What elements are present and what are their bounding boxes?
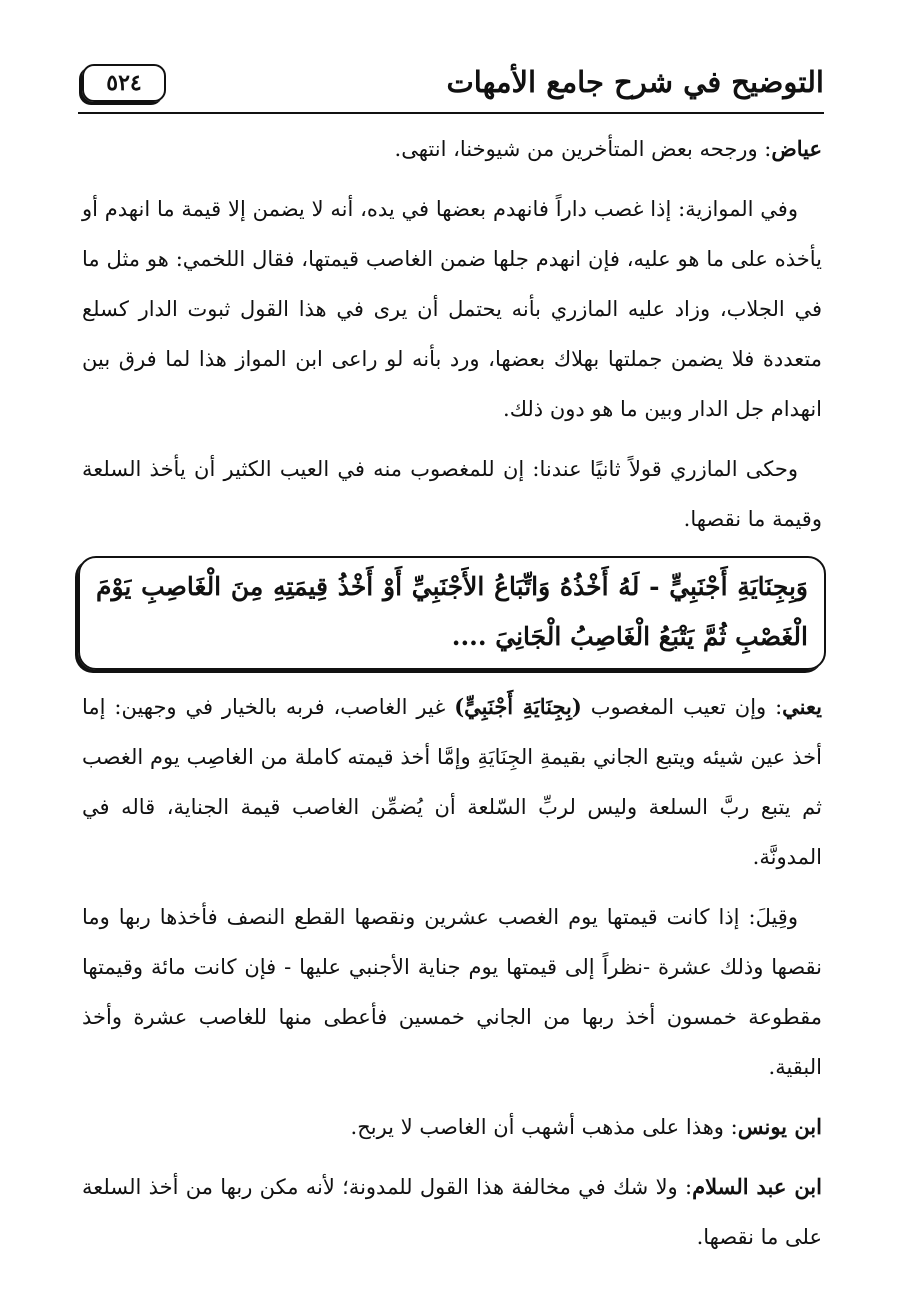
page-body: [82, 124, 822, 1272]
page-number-badge: [82, 64, 166, 102]
quoted-matn: (بِجِنَايَةِ أَجْنَبِيٍّ): [454, 694, 582, 719]
book-title: التوضيح في شرح جامع الأمهات: [446, 65, 824, 99]
speaker-label: ابن عبد السلام: [692, 1174, 822, 1199]
commentary-paragraph-4: [82, 1162, 822, 1262]
paragraph-text: : ورجحه بعض المتأخرين من شيوخنا، انتهى.: [394, 137, 772, 161]
speaker-label: يعني: [782, 694, 822, 719]
paragraph-text: وقِيلَ: إذا كانت قيمتها يوم الغصب عشرين ونقصها القطع النصف فأخذها ربها وما نقصها وذلك عشرة -نظراً إلى قيمتها يوم جناية الأجنبي عليها - فإن كانت مائة وقيمتها مقطوعة خمسون أخذ ربها من الجاني خمسين فأعطى منها للغاصب عشرة وأخذ البقية.: [82, 905, 822, 1079]
paragraph-text: وحكى المازري قولاً ثانيًا عندنا: إن للمغصوب منه في العيب الكثير أن يأخذ السلعة وقيمة ما نقصها.: [82, 457, 822, 531]
speaker-label: ابن يونس: [737, 1114, 822, 1139]
commentary-paragraph-3: [82, 1102, 822, 1152]
paragraph-text: : ولا شك في مخالفة هذا القول للمدونة؛ لأنه مكن ربها من أخذ السلعة على ما نقصها.: [82, 1175, 822, 1249]
paragraph-mazari: [82, 444, 822, 544]
paragraph-mawaziya: [82, 184, 822, 434]
paragraph-text: : وإن تعيب المغصوب: [581, 695, 783, 719]
commentary-paragraph-1: [82, 682, 822, 882]
paragraph-text: وفي الموازية: إذا غصب داراً فانهدم بعضها في يده، أنه لا يضمن إلا قيمة ما انهدم أو يأخذه على ما هو عليه، فإن انهدم جلها ضمن الغاصب قيمتها، فقال اللخمي: هو مثل ما في الجلاب، وزاد عليه المازري بأنه يحتمل أن يرى في هذا القول ثبوت الدار كسلع متعددة فلا يضمن جملتها بهلاك بعضها، ورد بأنه لو راعى ابن المواز هذا لما فرق بين انهدام جل الدار وبين ما هو دون ذلك.: [82, 197, 822, 421]
paragraph-text: غير الغاصب، فربه بالخيار في وجهين: إما أخذ عين شيئه ويتبع الجاني بقيمةِ الجِنَايَةِ وإمَّا أخذ قيمته كاملة من الغاصِب يوم الغصب ثم يتبع ربَّ السلعة وليس لربِّ السّلعة أن يُضمِّن الغاصب قيمة الجناية، قاله في المدونَّة.: [82, 695, 822, 869]
page-number: ٥٢٤: [106, 70, 142, 96]
matn-box: [78, 556, 826, 670]
paragraph-iyad: [82, 124, 822, 174]
paragraph-text: : وهذا على مذهب أشهب أن الغاصب لا يربح.: [350, 1115, 738, 1139]
matn-text: وَبِجِنَايَةِ أَجْنَبِيٍّ - لَهُ أَخْذُهُ وَاتِّبَاعُ الأَجْنَبِيِّ أَوْ أَخْذُ قِيمَتِهِ مِنَ الْغَاصِبِ يَوْمَ الْغَصْبِ ثُمَّ يَتْبَعُ الْغَاصِبُ الْجَانِيَ ....: [96, 572, 808, 651]
speaker-label: عياض: [771, 136, 822, 161]
header-divider: [78, 112, 824, 114]
page-header: [78, 56, 824, 116]
commentary-paragraph-2: [82, 892, 822, 1092]
